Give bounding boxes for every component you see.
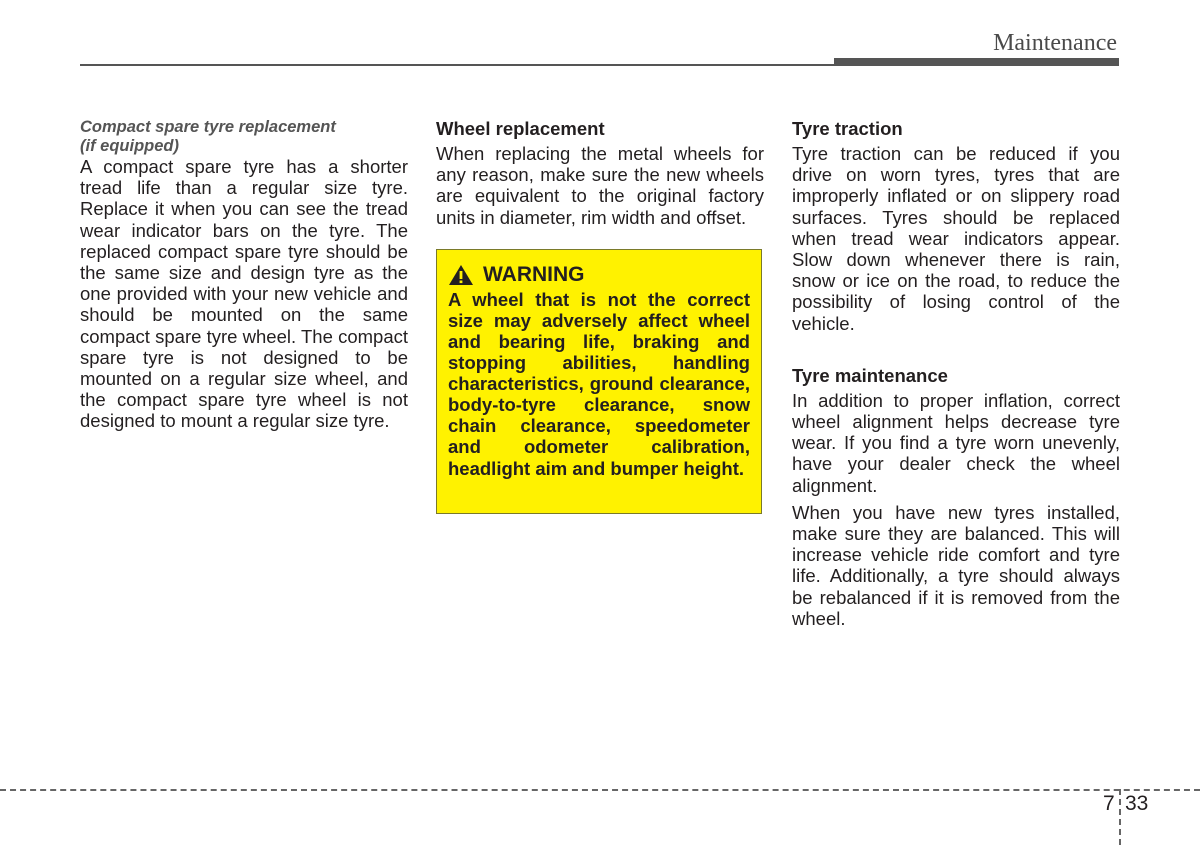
- subheading-line-2: (if equipped): [80, 137, 179, 155]
- heading-tyre-traction: Tyre traction: [792, 118, 903, 139]
- subheading-compact-spare: [80, 118, 408, 156]
- page-number-value: 33: [1125, 792, 1149, 815]
- subheading-line-1: Compact spare tyre replacement: [80, 118, 336, 136]
- tyre-traction-body: Tyre traction can be reduced if you drive on worn tyres, tyres that are improperly inflated or on slippery road surfaces. Tyres should be replaced when tread wear indicators appear. Slow down whenever there is rain, snow or ice on the road, to reduce the possibility of losing control of the vehicle.: [792, 143, 1120, 334]
- header-rule: [80, 64, 834, 66]
- tyre-maintenance-body-2: When you have new tyres installed, make sure they are balanced. This will increase vehicle ride comfort and tyre life. Additionally, a tyre should always be rebalanced if it is removed from the wheel.: [792, 501, 1120, 629]
- column-compact-spare: [80, 116, 408, 432]
- chapter-number: 7: [1103, 792, 1115, 815]
- warning-text: A wheel that is not the correct size may adversely affect wheel and bearing life, braking and stopping abilities, handling characteristics, ground clearance, body-to-tyre clearance, snow chain clearance, speedometer and odometer calibration, headlight aim and bumper height.: [448, 288, 750, 479]
- warning-header: [448, 263, 750, 287]
- page-header-title: Maintenance: [993, 30, 1117, 56]
- warning-triangle-icon: [448, 264, 474, 286]
- heading-tyre-maintenance: Tyre maintenance: [792, 364, 948, 386]
- column-tyre-info: [792, 116, 1120, 629]
- heading-wheel-replacement: Wheel replacement: [436, 118, 605, 139]
- wheel-replacement-body: When replacing the metal wheels for any reason, make sure the new wheels are equivalent to the original factory units in diameter, rim width and offset.: [436, 143, 764, 228]
- warning-box: [436, 249, 762, 514]
- header-rule-accent: [834, 58, 1119, 66]
- compact-spare-body: A compact spare tyre has a shorter tread life than a regular size tyre. Replace it when you can see the tread wear indicator bars on the tyre. The replaced compact spare tyre should be the same size and design tyre as the one provided with your new vehicle and should be mounted on the same compact spare tyre wheel. The compact spare tyre is not designed to be mounted on a regular size wheel, and the compact spare tyre wheel is not designed to mount a regular size tyre.: [80, 156, 408, 432]
- footer-dashed-divider: [1119, 789, 1121, 845]
- tyre-maintenance-body-1: In addition to proper inflation, correct wheel alignment helps decrease tyre wear. If you find a tyre worn unevenly, have your dealer check the wheel alignment.: [792, 389, 1120, 496]
- warning-title: WARNING: [483, 262, 585, 286]
- column-wheel-replacement: [436, 116, 764, 514]
- footer-dashed-rule: [0, 789, 1200, 791]
